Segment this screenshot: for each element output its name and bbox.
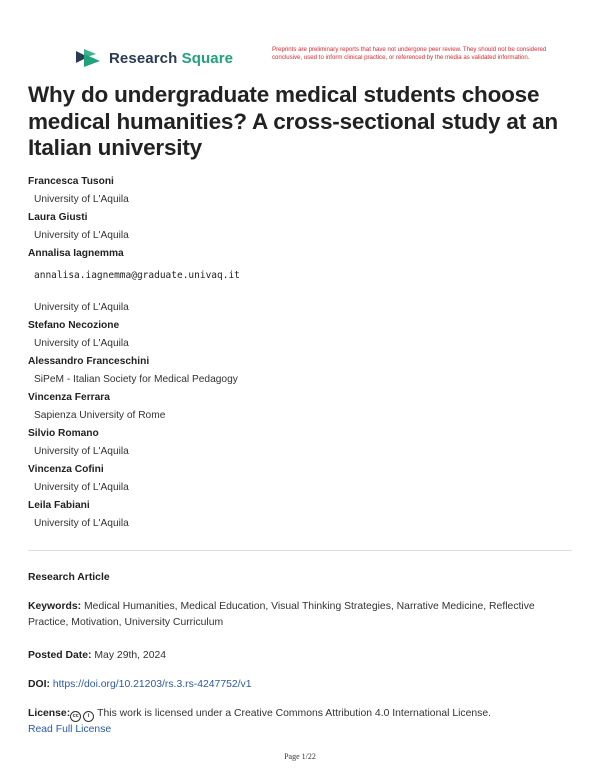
page-number: Page 1/22 xyxy=(284,752,316,761)
author-affiliation: University of L'Aquila xyxy=(34,194,129,205)
author-entry xyxy=(28,428,568,458)
posted-date-label: Posted Date: xyxy=(28,650,92,661)
author-affiliation: University of L'Aquila xyxy=(34,338,129,349)
posted-date-block xyxy=(28,648,568,664)
license-label: License: xyxy=(28,708,71,719)
doi-block xyxy=(28,677,568,693)
author-name[interactable]: Annalisa Iagnemma xyxy=(28,248,124,259)
author-entry xyxy=(28,320,568,350)
author-affiliation: University of L'Aquila xyxy=(34,230,129,241)
research-square-logo[interactable] xyxy=(74,48,233,68)
author-entry xyxy=(28,248,568,314)
author-name[interactable]: Silvio Romano xyxy=(28,428,99,439)
author-name[interactable]: Vincenza Ferrara xyxy=(28,392,110,403)
author-email-link[interactable]: annalisa.iagnemma@graduate.univaq.it xyxy=(34,270,240,281)
author-name[interactable]: Stefano Necozione xyxy=(28,320,120,331)
posted-date-value: May 29th, 2024 xyxy=(94,650,167,661)
author-affiliation: University of L'Aquila xyxy=(34,446,129,457)
by-icon: i xyxy=(83,711,94,722)
author-name[interactable]: Vincenza Cofini xyxy=(28,464,104,475)
author-entry xyxy=(28,500,568,530)
research-square-logo-icon xyxy=(74,48,102,68)
author-affiliation: SiPeM - Italian Society for Medical Pedagogy xyxy=(34,374,238,385)
author-entry xyxy=(28,464,568,494)
author-name[interactable]: Leila Fabiani xyxy=(28,500,90,511)
author-affiliation: University of L'Aquila xyxy=(34,302,129,313)
author-name[interactable]: Alessandro Franceschini xyxy=(28,356,150,367)
license-block xyxy=(28,706,568,738)
keywords-value: Medical Humanities, Medical Education, Visual Thinking Strategies, Narrative Medicine, Reflective Practice, Motivation, University Curriculum xyxy=(28,601,535,628)
logo-text xyxy=(109,50,233,67)
author-entry xyxy=(28,176,568,206)
author-affiliation: University of L'Aquila xyxy=(34,482,129,493)
logo-word-research: Research xyxy=(109,49,178,67)
section-divider xyxy=(28,550,572,551)
keywords-label: Keywords: xyxy=(28,601,82,612)
keywords-block xyxy=(28,599,568,631)
author-affiliation: Sapienza University of Rome xyxy=(34,410,166,421)
author-name[interactable]: Laura Giusti xyxy=(28,212,88,223)
author-affiliation: University of L'Aquila xyxy=(34,518,129,529)
read-full-license-link[interactable]: Read Full License xyxy=(28,724,112,735)
logo-word-square: Square xyxy=(181,49,234,67)
doi-label: DOI: xyxy=(28,679,50,690)
author-name[interactable]: Francesca Tusoni xyxy=(28,176,114,187)
author-list xyxy=(28,176,568,530)
license-icons xyxy=(70,711,94,722)
article-type xyxy=(28,570,568,586)
paper-title: Why do undergraduate medical students choose medical humanities? A cross-sectional study at an Italian university xyxy=(28,82,558,160)
author-entry xyxy=(28,212,568,242)
article-type-label: Research Article xyxy=(28,572,110,583)
license-text: This work is licensed under a Creative Commons Attribution 4.0 International License. xyxy=(97,708,492,719)
author-entry xyxy=(28,392,568,422)
doi-link[interactable]: https://doi.org/10.21203/rs.3.rs-4247752/v1 xyxy=(52,679,252,690)
preprint-disclaimer: Preprints are preliminary reports that have not undergone peer review. They should not be considered conclusive, used to inform clinical practice, or referenced by the media as validated information. xyxy=(272,46,547,62)
author-entry xyxy=(28,356,568,386)
cc-icon: cc xyxy=(70,711,81,722)
